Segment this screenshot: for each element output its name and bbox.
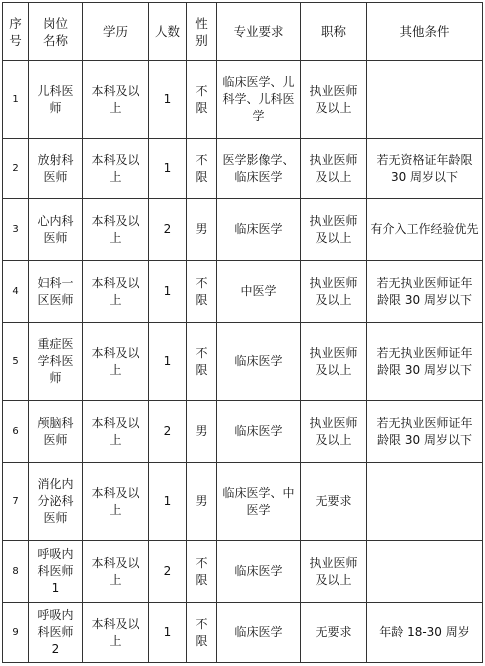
cell-other (367, 541, 483, 603)
cell-post: 放射科医师 (29, 139, 83, 199)
header-count: 人数 (149, 3, 187, 61)
header-education: 学历 (83, 3, 149, 61)
cell-other (367, 61, 483, 139)
cell-education: 本科及以上 (83, 463, 149, 541)
table-row (3, 199, 483, 261)
cell-count: 1 (149, 61, 187, 139)
table-row (3, 139, 483, 199)
cell-other: 若无执业医师证年龄限 30 周岁以下 (367, 323, 483, 401)
cell-post: 呼吸内科医师1 (29, 541, 83, 603)
header-post: 岗位名称 (29, 3, 83, 61)
cell-education: 本科及以上 (83, 199, 149, 261)
cell-title: 执业医师及以上 (301, 541, 367, 603)
cell-post: 重症医学科医师 (29, 323, 83, 401)
cell-count: 1 (149, 139, 187, 199)
cell-post: 儿科医师 (29, 61, 83, 139)
header-seq: 序号 (3, 3, 29, 61)
cell-gender: 男 (187, 463, 217, 541)
cell-post: 消化内分泌科医师 (29, 463, 83, 541)
cell-seq: 3 (3, 199, 29, 261)
cell-major: 临床医学 (217, 401, 301, 463)
table-row (3, 323, 483, 401)
cell-major: 临床医学、儿科学、儿科医学 (217, 61, 301, 139)
cell-count: 1 (149, 323, 187, 401)
cell-seq: 9 (3, 603, 29, 663)
cell-other: 年龄 18-30 周岁 (367, 603, 483, 663)
cell-major: 临床医学 (217, 603, 301, 663)
header-row (3, 3, 483, 61)
cell-post: 呼吸内科医师2 (29, 603, 83, 663)
cell-other: 若无资格证年龄限 30 周岁以下 (367, 139, 483, 199)
header-other: 其他条件 (367, 3, 483, 61)
cell-count: 2 (149, 541, 187, 603)
table-row (3, 463, 483, 541)
header-title: 职称 (301, 3, 367, 61)
table-row (3, 61, 483, 139)
cell-other: 有介入工作经验优先 (367, 199, 483, 261)
cell-title: 执业医师及以上 (301, 323, 367, 401)
cell-other: 若无执业医师证年龄限 30 周岁以下 (367, 401, 483, 463)
cell-other (367, 463, 483, 541)
cell-gender: 不限 (187, 541, 217, 603)
cell-count: 1 (149, 603, 187, 663)
cell-count: 1 (149, 463, 187, 541)
cell-seq: 7 (3, 463, 29, 541)
table-row (3, 603, 483, 663)
cell-major: 临床医学 (217, 323, 301, 401)
cell-title: 执业医师及以上 (301, 401, 367, 463)
cell-education: 本科及以上 (83, 541, 149, 603)
cell-seq: 2 (3, 139, 29, 199)
cell-count: 2 (149, 401, 187, 463)
table-row (3, 261, 483, 323)
cell-title: 执业医师及以上 (301, 139, 367, 199)
cell-education: 本科及以上 (83, 139, 149, 199)
table-row (3, 541, 483, 603)
header-major: 专业要求 (217, 3, 301, 61)
cell-major: 临床医学 (217, 541, 301, 603)
cell-major: 临床医学、中医学 (217, 463, 301, 541)
cell-seq: 4 (3, 261, 29, 323)
cell-gender: 不限 (187, 61, 217, 139)
header-gender: 性别 (187, 3, 217, 61)
cell-education: 本科及以上 (83, 323, 149, 401)
cell-education: 本科及以上 (83, 603, 149, 663)
cell-major: 临床医学 (217, 199, 301, 261)
table-row (3, 401, 483, 463)
cell-gender: 不限 (187, 261, 217, 323)
cell-count: 1 (149, 261, 187, 323)
cell-count: 2 (149, 199, 187, 261)
cell-gender: 不限 (187, 139, 217, 199)
cell-seq: 8 (3, 541, 29, 603)
recruitment-table (2, 2, 483, 663)
cell-title: 无要求 (301, 603, 367, 663)
cell-gender: 男 (187, 199, 217, 261)
cell-other: 若无执业医师证年龄限 30 周岁以下 (367, 261, 483, 323)
cell-title: 执业医师及以上 (301, 61, 367, 139)
cell-post: 妇科一区医师 (29, 261, 83, 323)
cell-post: 颅脑科医师 (29, 401, 83, 463)
cell-gender: 不限 (187, 323, 217, 401)
cell-title: 无要求 (301, 463, 367, 541)
cell-title: 执业医师及以上 (301, 199, 367, 261)
cell-education: 本科及以上 (83, 401, 149, 463)
cell-gender: 不限 (187, 603, 217, 663)
cell-seq: 5 (3, 323, 29, 401)
cell-major: 医学影像学、临床医学 (217, 139, 301, 199)
cell-education: 本科及以上 (83, 61, 149, 139)
cell-seq: 1 (3, 61, 29, 139)
cell-education: 本科及以上 (83, 261, 149, 323)
cell-gender: 男 (187, 401, 217, 463)
cell-title: 执业医师及以上 (301, 261, 367, 323)
cell-major: 中医学 (217, 261, 301, 323)
cell-seq: 6 (3, 401, 29, 463)
cell-post: 心内科医师 (29, 199, 83, 261)
